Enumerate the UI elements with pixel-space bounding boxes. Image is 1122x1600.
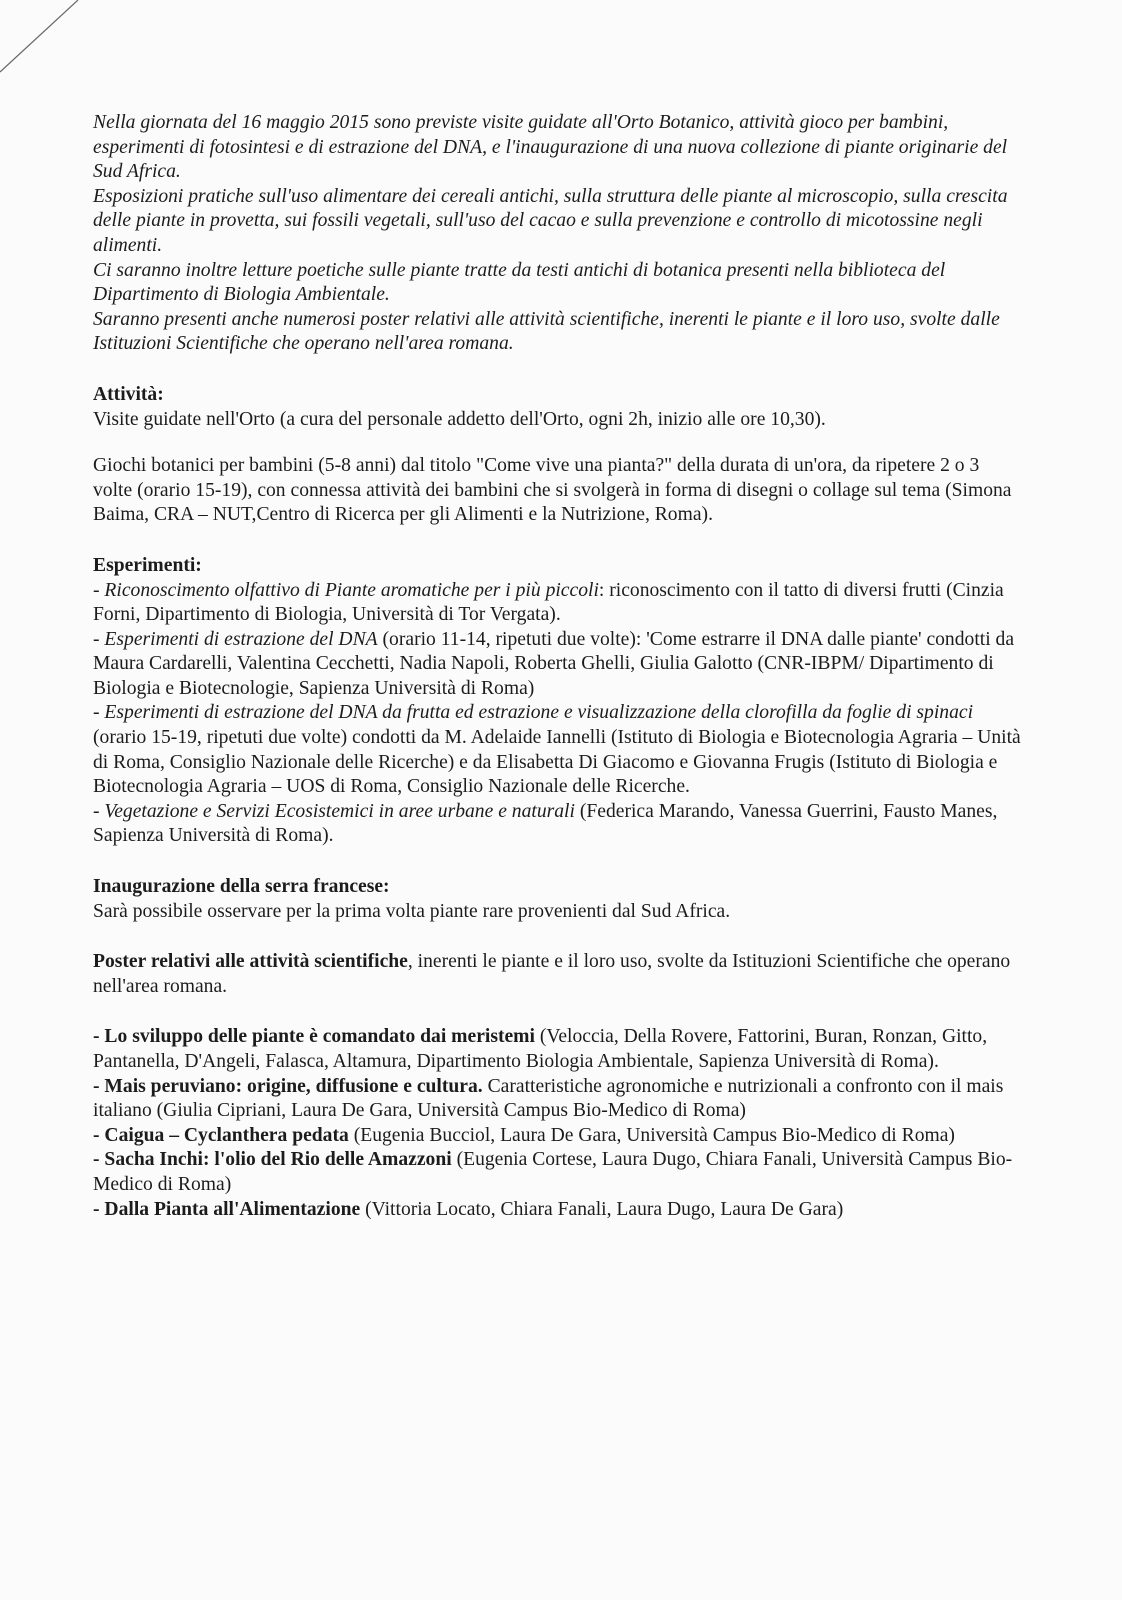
poster-intro	[93, 950, 1023, 999]
intro-paragraph: Saranno presenti anche numerosi poster relativi alle attività scientifiche, inerenti le piante e il loro uso, svolte dalle Istituzioni Scientifiche che operano nell'area romana.	[93, 308, 1000, 355]
esperimento-separator: :	[598, 579, 610, 601]
intro-paragraph: Ci saranno inoltre letture poetiche sulle piante tratte da testi antichi di botanica presenti nella biblioteca del Dipartimento di Biologia Ambientale.	[93, 259, 946, 306]
intro-paragraph: Nella giornata del 16 maggio 2015 sono previste visite guidate all'Orto Botanico, attività gioco per bambini, esperimenti di fotosintesi e di estrazione del DNA, e l'inaugurazione di una nuova collezione di piante originarie del Sud Africa.	[93, 112, 1008, 183]
esperimenti-heading: Esperimenti:	[93, 554, 202, 576]
visite-paragraph: Visite guidate nell'Orto (a cura del personale addetto dell'Orto, ogni 2h, inizio alle ore 10,30).	[93, 408, 826, 430]
esperimento-item	[93, 701, 1023, 799]
poster-text: (Eugenia Cortese, Laura Dugo, Chiara Fanali, Università Campus Bio-Medico di Roma)	[93, 1149, 1013, 1195]
esperimento-title: - Esperimenti di estrazione del DNA da frutta ed estrazione e visualizzazione della clorofilla da foglie di spinaci	[93, 702, 974, 724]
poster-text: (Eugenia Bucciol, Laura De Gara, Università Campus Bio-Medico di Roma)	[348, 1124, 955, 1146]
esperimento-item	[93, 579, 1023, 628]
serra-heading: Inaugurazione della serra francese:	[93, 876, 390, 898]
esperimento-text: (orario 11-14, ripetuti due volte): 'Come estrarre il DNA dalle piante' condotti da Maura Cardarelli, Valentina Cecchetti, Nadia Napoli, Roberta Ghelli, Giulia Galotto (CNR-IBPM/ Dipartimento di Biologia e Biotecnologie, Sapienza Università di Roma)	[93, 628, 1015, 699]
poster-text: (Vittoria Locato, Chiara Fanali, Laura Dugo, Laura De Gara)	[360, 1198, 844, 1220]
poster-item	[93, 1124, 1023, 1149]
esperimento-item	[93, 800, 1023, 849]
poster-item	[93, 1025, 1023, 1074]
poster-title: - Dalla Pianta all'Alimentazione	[93, 1198, 361, 1220]
attivita-heading: Attività:	[93, 383, 164, 405]
poster-heading: Poster relativi alle attività scientifiche	[93, 951, 408, 973]
poster-text: Caratteristiche agronomiche e nutrizionali a confronto con il mais italiano (Giulia Cipriani, Laura De Gara, Università Campus Bio-Medico di Roma)	[93, 1075, 1004, 1122]
esperimento-title: - Riconoscimento olfattivo di Piante aromatiche per i più piccoli	[93, 579, 599, 601]
intro-section	[93, 111, 1023, 357]
poster-title: - Mais peruviano: origine, diffusione e cultura.	[93, 1075, 483, 1097]
serra-paragraph: Sarà possibile osservare per la prima volta piante rare provenienti dal Sud Africa.	[93, 900, 731, 922]
corner-pen-mark	[0, 0, 120, 90]
esperimento-item	[93, 628, 1023, 702]
poster-text: (Veloccia, Della Rovere, Fattorini, Buran, Ronzan, Gitto, Pantanella, D'Angeli, Falasca, Altamura, Dipartimento Biologia Ambientale, Sapienza Università di Roma).	[93, 1026, 988, 1072]
giochi-paragraph: Giochi botanici per bambini (5-8 anni) dal titolo "Come vive una pianta?" della durata di un'ora, da ripetere 2 o 3 volte (orario 15-19), con connessa attività dei bambini che si svolgerà in forma di disegni o collage sul tema (Simona Baima, CRA – NUT,Centro di Ricerca per gli Alimenti e la Nutrizione, Roma).	[93, 455, 1012, 526]
esperimento-title: - Vegetazione e Servizi Ecosistemici in aree urbane e naturali	[93, 800, 575, 822]
poster-item	[93, 1075, 1023, 1124]
document-body	[93, 111, 1023, 1222]
poster-title: - Lo sviluppo delle piante è comandato dai meristemi	[93, 1026, 535, 1048]
poster-item	[93, 1198, 1023, 1223]
poster-title: - Caigua – Cyclanthera pedata	[93, 1124, 349, 1146]
esperimento-text: (orario 15-19, ripetuti due volte) condotti da M. Adelaide Iannelli (Istituto di Biologia e Biotecnologia Agraria – Unità di Roma, Consiglio Nazionale delle Ricerche) e da Elisabetta Di Giacomo e Giovanna Frugis (Istituto di Biologia e Biotecnologia Agraria – UOS di Roma, Consiglio Nazionale delle Ricerche.	[93, 727, 1021, 798]
esperimento-text: (Federica Marando, Vanessa Guerrini, Fausto Manes, Sapienza Università di Roma).	[93, 800, 998, 847]
poster-intro-text: , inerenti le piante e il loro uso, svolte da Istituzioni Scientifiche che operano nell'area romana.	[93, 951, 1011, 997]
poster-item	[93, 1148, 1023, 1197]
esperimento-title: - Esperimenti di estrazione del DNA	[93, 628, 378, 650]
intro-paragraph: Esposizioni pratiche sull'uso alimentare dei cereali antichi, sulla struttura delle piante al microscopio, sulla crescita delle piante in provetta, sui fossili vegetali, sull'uso del cacao e sulla prevenzione e controllo di micotossine negli alimenti.	[93, 185, 1008, 256]
esperimento-text: riconoscimento con il tatto di diversi frutti (Cinzia Forni, Dipartimento di Biologia, Università di Tor Vergata).	[93, 579, 1004, 626]
poster-title: - Sacha Inchi: l'olio del Rio delle Amazzoni	[93, 1149, 452, 1171]
